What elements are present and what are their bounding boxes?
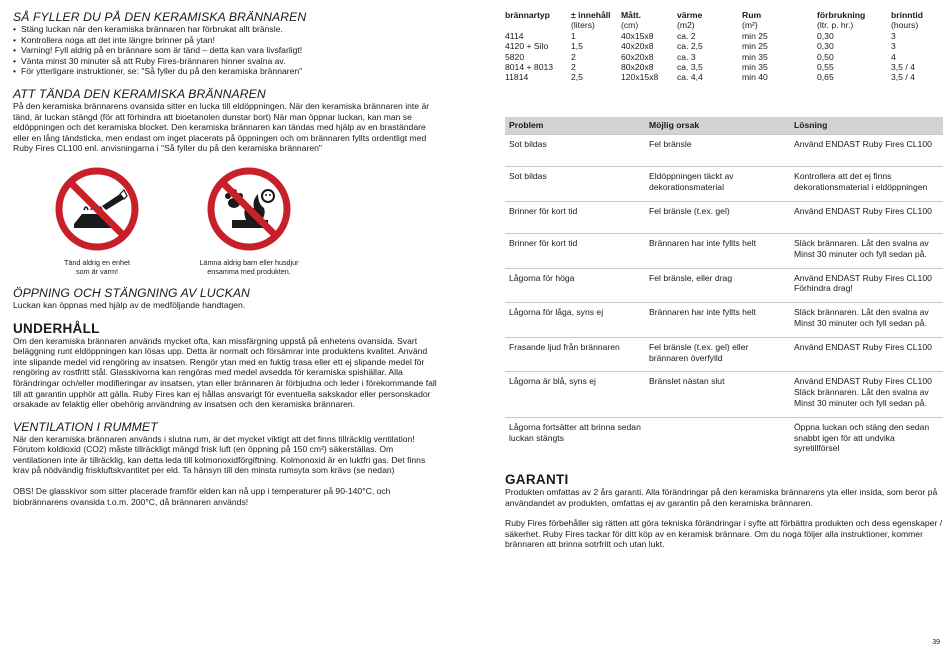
col-solution: Lösning xyxy=(790,117,943,135)
page-number: 39 xyxy=(932,639,940,647)
specs-col-content: ± innehåll xyxy=(571,10,611,20)
table-row: 5820 2 60x20x8 ca. 3 min 35 0,50 4 xyxy=(505,51,896,62)
table-row: Lågorna är blå, syns ej Bränslet nästan slut Använd ENDAST Ruby Fires CL100 Släck brännaren. Låt den svalna av Minst 30 minuter och fyll sedan på. xyxy=(505,372,943,417)
table-row: Lågorna för höga Fel bränsle, eller drag Använd ENDAST Ruby Fires CL100 Förhindra drag! xyxy=(505,268,943,303)
list-item: • Stäng luckan när den keramiska brännaren har förbrukat allt bränsle. xyxy=(13,24,443,35)
table-row: Frasande ljud från brännaren Fel bränsle (t.ex. gel) eller brännaren överfylld Använd ENDAST Ruby Fires CL100 xyxy=(505,337,943,372)
maintenance-paragraph: Om den keramiska brännaren används mycket ofta, kan missfärgning uppstå på enhetens ovansida. Svart beläggning runt eldöppningen kan lösas upp. Detta är normalt och försämrar inte produktens kvalitet. Använd inte slipande medel vid rengöring av insatsen. Rengör ytan med en fuktig trasa eller ett ej slipande medel för rengöring av rostfritt stål. Glasskivorna kan rengöras med medel avsedda för keramiska spishällar. Alla förändringar och/eller modifieringar av insatsen, ytan eller brännaren är förbjudna och leder i förekommande fall till att garantin upphör att gälla. Ruby Fires kan ej hållas ansvarigt för eventuella sakskador eller personskador orsakade av felaktig eller obehörig användning av insatsen och den keramiska brännaren. xyxy=(13,335,437,410)
specs-subheader-row: (liters) (cm) (m2) (m²) (ltr. p. hr.) (hours) xyxy=(571,20,919,31)
right-column xyxy=(505,10,943,550)
table-row: 8014 + 8013 2 80x20x8 ca. 3,5 min 35 0,55 3,5 / 4 xyxy=(505,62,915,73)
table-row: Sot bildas Eldöppningen täckt av dekorationsmaterial Kontrollera att det ej finns dekorationsmaterial i eldöppningen xyxy=(505,167,943,202)
warning-children-caption: Lämna aldrig barn eller husdjur ensamma med produkten. xyxy=(199,257,299,276)
specs-col-room: Rum xyxy=(742,10,762,20)
specs-col-consumption: förbrukning xyxy=(817,10,866,20)
table-row: Brinner för kort tid Brännaren har inte fyllts helt Släck brännaren. Låt den svalna av Minst 30 minuter och fyll sedan på. xyxy=(505,233,943,268)
section-title-ignite: ATT TÄNDA DEN KERAMISKA BRÄNNAREN xyxy=(13,86,266,101)
col-problem: Problem xyxy=(505,117,645,135)
refill-bullet-list xyxy=(13,24,443,77)
table-row: Lågorna för låga, syns ej Brännaren har inte fyllts helt Släck brännaren. Låt den svalna av Minst 30 minuter och fyll sedan på. xyxy=(505,303,943,338)
ventilation-paragraph: När den keramiska brännaren används i slutna rum, är det mycket viktigt att det finns tillräcklig ventilation! Förutom koldioxid (CO2) måste tillräckligt mängd frisk luft (en öppning på 150 cm²) säkerställas. Om ventilationen inte är tillräcklig, kan detta leda till kolmonoxidförgiftning. Kolmonoxid är en luktfri gas. Det finns krav på nödvändig friskluftskvantitet per eld. Ta hänsyn till den minsta rumsyta som krävs (se nedan) xyxy=(13,433,426,476)
warranty-paragraph-1: Produkten omfattas av 2 års garanti. Alla förändringar på den keramiska brännarens yta eller insida, som beror på användandet av produkten, omfattas ej av garantin på den keramiska brännaren. xyxy=(505,487,938,508)
door-paragraph: Luckan kan öppnas med hjälp av de medföljande handtagen. xyxy=(13,299,246,310)
list-item: • Varning! Fyll aldrig på en brännare som är tänd – detta kan vara livsfarligt! xyxy=(13,45,443,56)
specs-table xyxy=(505,10,943,83)
warranty-paragraph-2: Ruby Fires förbehåller sig rätten att göra tekniska förändringar i syfte att förbättra produkten och dess egenskaper / säkerhet. Ruby Fires tackar för ditt köp av en keramisk brännare. Om du noga följer alla instruktioner, kommer brännaren att brinna sotrfritt och utan lukt. xyxy=(505,518,943,550)
specs-col-size: Mått. xyxy=(621,10,642,20)
section-title-ventilation: VENTILATION I RUMMET xyxy=(13,419,158,434)
warranty-title: GARANTI xyxy=(505,472,569,488)
table-row: Sot bildas Fel bränsle Använd ENDAST Ruby Fires CL100 xyxy=(505,135,943,167)
ventilation-note: OBS! De glasskivor som sitter placerade framför elden kan nå upp i temperaturer på 90-140°C, och biobrännarens ovansida t.o.m. 200°C, då brännaren används! xyxy=(13,486,391,507)
list-item: • Kontrollera noga att det inte längre brinner på ytan! xyxy=(13,35,443,46)
specs-header-row xyxy=(505,10,943,20)
table-row: 11814 2,5 120x15x8 ca. 4,4 min 40 0,65 3,5 / 4 xyxy=(505,72,915,83)
no-ignite-warm-burner-icon xyxy=(54,166,140,252)
warning-ignite xyxy=(27,166,167,276)
table-row: 4114 1 40x15x8 ca. 2 min 25 0,30 3 xyxy=(505,30,896,41)
warranty-section xyxy=(505,472,943,550)
table-row: Lågorna fortsätter att brinna sedan luckan stängts Öppna luckan och stäng den sedan snabbt igen för att undvika syretillförsel xyxy=(505,417,943,462)
col-cause: Möjlig orsak xyxy=(645,117,790,135)
list-item: • För ytterligare instruktioner, se: "Så fyller du på den keramiska brännaren" xyxy=(13,66,443,77)
table-row: Brinner för kort tid Fel bränsle (t.ex. gel) Använd ENDAST Ruby Fires CL100 xyxy=(505,201,943,233)
list-item: • Vänta minst 30 minuter så att Ruby Fires-brännaren hinner svalna av. xyxy=(13,56,443,67)
ignite-paragraph: På den keramiska brännarens ovansida sitter en lucka till eldöppningen. När den keramiska brännaren inte är tänd, är luckan stängd (för att förhindra att bioetanolen dunstar bort) När man öppnar luckan, kan man se eldöppningen och det keramiska blocket. Den keramiska brännaren kan tändas med hjälp av en braständare eller en lång tändsticka, men endast om inget placerats på öppningen och om brännaren fyllts ordentligt med Ruby Fires CL100 enl. anvisningarna i "Så fyller du på den keramiska brännaren" xyxy=(13,100,430,154)
troubleshooting-table xyxy=(505,117,943,462)
warning-children xyxy=(179,166,319,276)
specs-col-burntime: brinntid xyxy=(891,10,923,20)
warning-icons xyxy=(27,166,443,276)
section-title-door: ÖPPNING OCH STÄNGNING AV LUCKAN xyxy=(13,285,250,300)
troubleshooting-header-row xyxy=(505,117,943,135)
no-children-pets-icon xyxy=(206,166,292,252)
section-title-maintenance: UNDERHÅLL xyxy=(13,320,100,336)
left-column xyxy=(13,10,443,507)
warning-ignite-caption: Tänd aldrig en enhet som är varm! xyxy=(64,257,130,276)
specs-col-type: brännartyp xyxy=(505,10,550,20)
table-row: 4120 + Silo 1,5 40x20x8 ca. 2,5 min 25 0,30 3 xyxy=(505,41,896,52)
section-title-refill: SÅ FYLLER DU PÅ DEN KERAMISKA BRÄNNAREN xyxy=(13,10,307,24)
specs-col-heat: värme xyxy=(677,10,703,20)
